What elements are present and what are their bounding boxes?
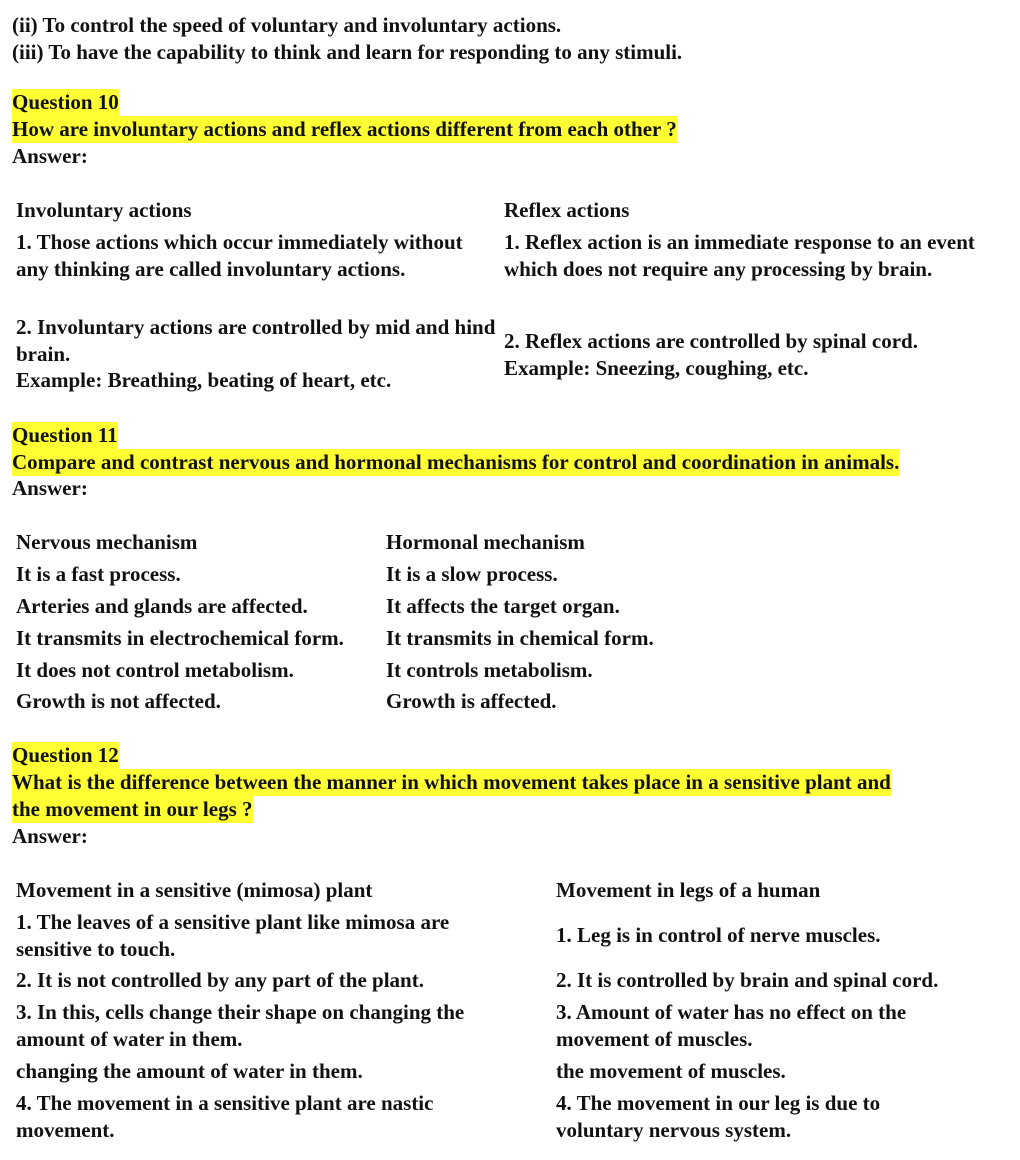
q12-row-right: 2. It is controlled by brain and spinal cord. <box>556 968 939 992</box>
question-11-label: Question 11 <box>12 423 118 447</box>
q10-row2-left <box>16 314 508 394</box>
q10-head-left: Involuntary actions <box>16 198 192 222</box>
q11-row-left: It does not control metabolism. <box>16 658 294 682</box>
q11-head-left: Nervous mechanism <box>16 530 198 554</box>
q11-row-left: It transmits in electrochemical form. <box>16 626 344 650</box>
q12-head-left: Movement in a sensitive (mimosa) plant <box>16 878 373 902</box>
question-11-answer-label: Answer: <box>12 476 88 500</box>
q12-row-left: 1. The leaves of a sensitive plant like mimosa are sensitive to touch. <box>16 910 450 961</box>
question-10-answer-label: Answer: <box>12 144 88 168</box>
question-11-text: Compare and contrast nervous and hormonal mechanisms for control and coordination in animals. <box>12 450 900 474</box>
q10-row2-left-text: 2. Involuntary actions are controlled by mid and hind brain. <box>16 315 496 366</box>
q11-row-left: It is a fast process. <box>16 562 181 586</box>
q10-row2-right <box>504 328 1004 381</box>
question-12-label: Question 12 <box>12 743 119 767</box>
q12-row-right: 4. The movement in our leg is due to voluntary nervous system. <box>556 1091 881 1142</box>
q12-row-right: the movement of muscles. <box>556 1059 786 1083</box>
q12-row-left: changing the amount of water in them. <box>16 1059 363 1083</box>
intro-line-ii: (ii) To control the speed of voluntary and involuntary actions. <box>12 13 562 37</box>
question-12-text-line2: the movement in our legs ? <box>12 797 253 821</box>
question-12-answer-label: Answer: <box>12 824 88 848</box>
q11-row-right: It affects the target organ. <box>386 594 620 618</box>
q11-row-left: Growth is not affected. <box>16 689 221 713</box>
q12-row-right: 3. Amount of water has no effect on the movement of muscles. <box>556 1000 907 1051</box>
question-12-text-line1: What is the difference between the manner in which movement takes place in a sensitive plant and <box>12 770 891 794</box>
q10-row2-right-text: 2. Reflex actions are controlled by spinal cord. <box>504 329 918 353</box>
question-10-label: Question 10 <box>12 90 119 114</box>
q10-head-right: Reflex actions <box>504 198 630 222</box>
q11-row-right: It controls metabolism. <box>386 658 593 682</box>
q10-row2-left-example: Example: Breathing, beating of heart, etc. <box>16 368 392 392</box>
q12-row-right: 1. Leg is in control of nerve muscles. <box>556 923 881 947</box>
q10-row1-left: 1. Those actions which occur immediately without any thinking are called involuntary actions. <box>16 230 463 281</box>
q12-row-left: 3. In this, cells change their shape on changing the amount of water in them. <box>16 1000 465 1051</box>
q11-row-left: Arteries and glands are affected. <box>16 594 308 618</box>
intro-line-iii: (iii) To have the capability to think and learn for responding to any stimuli. <box>12 40 683 64</box>
q10-row1-right: 1. Reflex action is an immediate response to an event which does not require any processing by brain. <box>504 230 975 281</box>
q12-row-left: 2. It is not controlled by any part of the plant. <box>16 968 424 992</box>
q10-row2-right-example: Example: Sneezing, coughing, etc. <box>504 355 809 380</box>
q11-row-right: It is a slow process. <box>386 562 558 586</box>
q11-row-right: Growth is affected. <box>386 689 557 713</box>
q11-head-right: Hormonal mechanism <box>386 530 585 554</box>
question-10-text: How are involuntary actions and reflex actions different from each other ? <box>12 117 677 141</box>
q12-head-right: Movement in legs of a human <box>556 878 821 902</box>
q11-row-right: It transmits in chemical form. <box>386 626 654 650</box>
q12-row-left: 4. The movement in a sensitive plant are nastic movement. <box>16 1091 434 1142</box>
